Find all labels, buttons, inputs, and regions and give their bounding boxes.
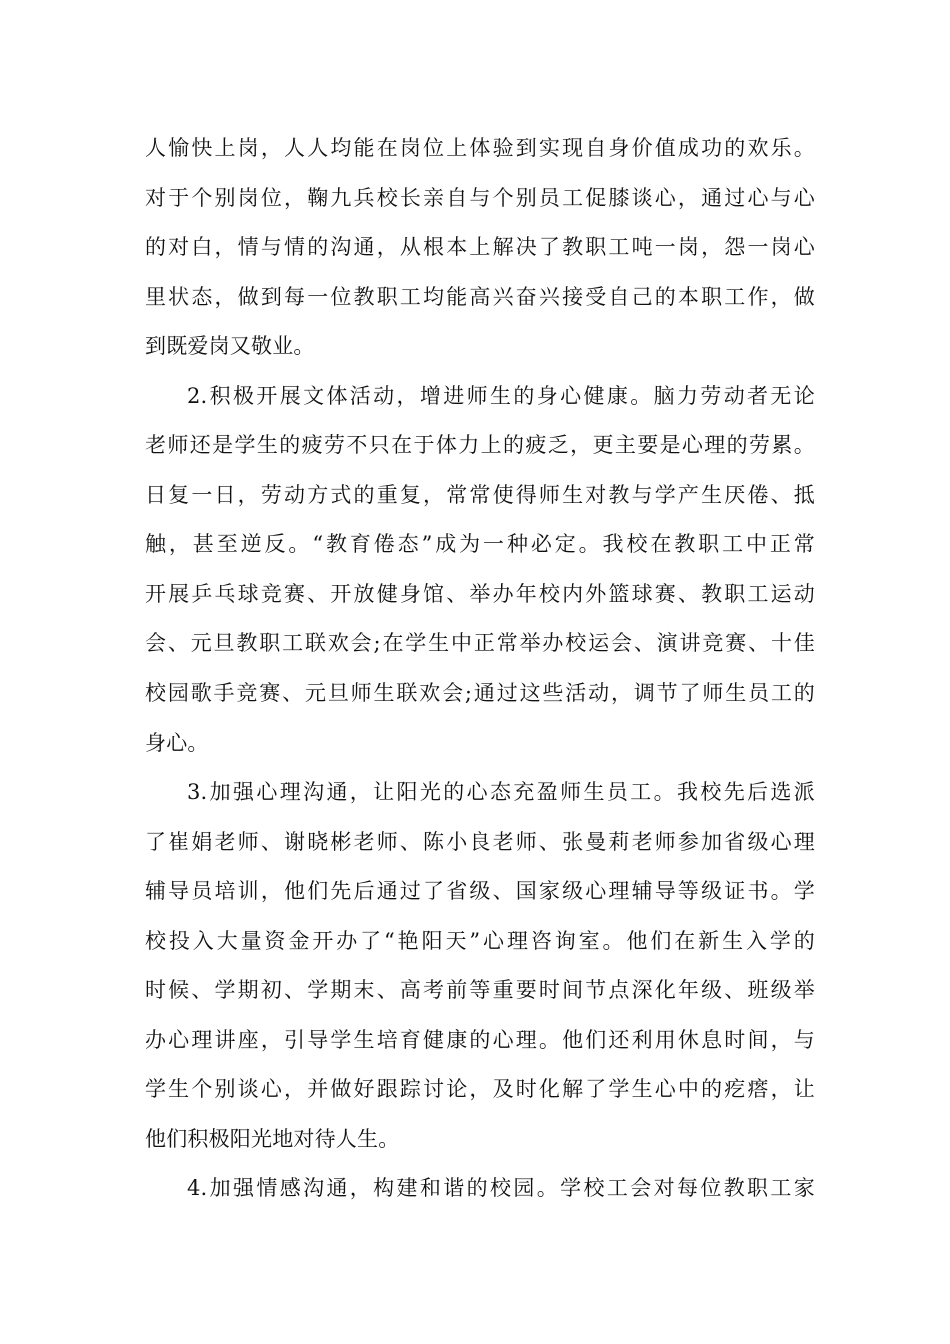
text-line: 身心。 — [145, 730, 209, 755]
text-line: 触，甚至逆反。“教育倦态”成为一种必定。我校在教职工中正常 — [145, 532, 815, 557]
text-line: 校园歌手竞赛、元旦师生联欢会;通过这些活动，调节了师生员工的 — [145, 681, 815, 706]
text-line: 人愉快上岗，人人均能在岗位上体验到实现自身价值成功的欢乐。 — [145, 136, 815, 160]
text-line: 老师还是学生的疲劳不只在于体力上的疲乏，更主要是心理的劳累。 — [145, 433, 815, 458]
body-text — [145, 128, 815, 1218]
text-line: 辅导员培训，他们先后通过了省级、国家级心理辅导等级证书。学 — [145, 879, 815, 904]
text-line: 到既爱岗又敬业。 — [145, 334, 315, 359]
text-line: 对于个别岗位，鞠九兵校长亲自与个别员工促膝谈心，通过心与心 — [145, 185, 815, 210]
text-line: 时候、学期初、学期末、高考前等重要时间节点深化年级、班级举 — [145, 978, 815, 1003]
text-line: 校投入大量资金开办了“艳阳天”心理咨询室。他们在新生入学的 — [145, 928, 815, 953]
text-line: 办心理讲座，引导学生培育健康的心理。他们还利用休息时间，与 — [145, 1027, 815, 1052]
text-line: 2.积极开展文体活动，增进师生的身心健康。脑力劳动者无论 — [187, 383, 815, 408]
text-line: 开展乒乓球竞赛、开放健身馆、举办年校内外篮球赛、教职工运动 — [145, 581, 815, 606]
text-line: 里状态，做到每一位教职工均能高兴奋兴接受自己的本职工作，做 — [145, 284, 815, 309]
text-line: 他们积极阳光地对待人生。 — [145, 1126, 400, 1151]
text-line: 会、元旦教职工联欢会;在学生中正常举办校运会、演讲竞赛、十佳 — [145, 631, 815, 656]
text-line: 的对白，情与情的沟通，从根本上解决了教职工吨一岗，怨一岗心 — [145, 235, 815, 260]
text-line: 学生个别谈心，并做好跟踪讨论，及时化解了学生心中的疙瘩，让 — [145, 1077, 815, 1102]
text-line: 了崔娟老师、谢晓彬老师、陈小良老师、张曼莉老师参加省级心理 — [145, 829, 815, 854]
text-line: 日复一日，劳动方式的重复，常常使得师生对教与学产生厌倦、抵 — [145, 482, 815, 507]
text-line: 3.加强心理沟通，让阳光的心态充盈师生员工。我校先后选派 — [187, 780, 815, 805]
text-line: 4.加强情感沟通，构建和谐的校园。学校工会对每位教职工家 — [187, 1176, 815, 1201]
